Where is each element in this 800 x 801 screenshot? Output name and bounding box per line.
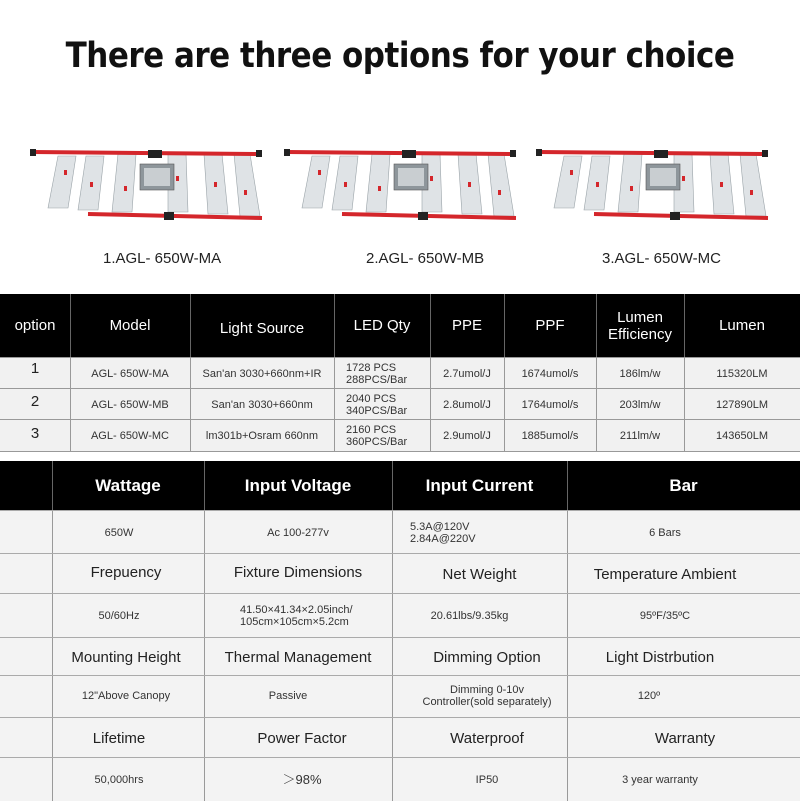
col-lumen: Lumen bbox=[719, 317, 765, 334]
table-row bbox=[0, 717, 800, 758]
cell-option: 1 bbox=[30, 359, 40, 377]
cell-efficiency: 211lm/w bbox=[619, 429, 661, 442]
dimming-range: Dimming 0-10v bbox=[450, 684, 524, 696]
table-row bbox=[0, 675, 800, 718]
cell-ppe: 2.9umol/J bbox=[443, 429, 491, 442]
label-frequency: Frepuency bbox=[90, 563, 162, 581]
led-qty-total: 1728 PCS bbox=[346, 361, 397, 374]
table-row bbox=[0, 553, 800, 594]
col-input-current: Input Current bbox=[425, 475, 534, 495]
cell-option: 2 bbox=[30, 392, 40, 410]
cell-lumen: 127890LM bbox=[716, 398, 768, 411]
cell-ppe: 2.7umol/J bbox=[443, 367, 491, 380]
col-bar: Bar bbox=[669, 475, 698, 495]
label-light-distribution: Light Distrbution bbox=[605, 648, 715, 666]
cell-model: AGL- 650W-MB bbox=[91, 398, 169, 411]
table-row bbox=[0, 388, 800, 420]
cell-lumen: 143650LM bbox=[716, 429, 768, 442]
table-row bbox=[0, 637, 800, 676]
led-qty-total: 2040 PCS bbox=[346, 392, 397, 405]
cell-input-current bbox=[392, 511, 567, 554]
product-image-1 bbox=[28, 146, 264, 224]
cell-led-qty bbox=[334, 389, 430, 420]
label-waterproof: Waterproof bbox=[450, 729, 524, 747]
label-net-weight: Net Weight bbox=[442, 565, 517, 583]
cell-efficiency: 186lm/w bbox=[619, 367, 661, 380]
label-warranty: Warranty bbox=[654, 729, 716, 747]
cell-led-qty bbox=[334, 358, 430, 389]
label-temperature-ambient: Temperature Ambient bbox=[593, 565, 737, 583]
current-120v: 5.3A@120V bbox=[410, 520, 470, 533]
col-ppe: PPE bbox=[451, 317, 482, 334]
cell-fixture-dimensions bbox=[204, 594, 392, 638]
label-fixture-dimensions: Fixture Dimensions bbox=[233, 563, 363, 581]
cell-thermal-management: Passive bbox=[268, 690, 308, 702]
cell-frequency: 50/60Hz bbox=[98, 610, 140, 622]
cell-ppf: 1674umol/s bbox=[521, 367, 579, 380]
current-220v: 2.84A@220V bbox=[410, 532, 476, 545]
cell-warranty: 3 year warranty bbox=[622, 773, 698, 786]
table-row bbox=[0, 357, 800, 389]
label-thermal-management: Thermal Management bbox=[224, 648, 372, 666]
col-input-voltage: Input Voltage bbox=[244, 475, 352, 495]
col-model: Model bbox=[109, 317, 151, 334]
label-lifetime: Lifetime bbox=[92, 729, 146, 747]
dimensions-inch: 41.50×41.34×2.05inch/ bbox=[240, 604, 353, 616]
cell-efficiency: 203lm/w bbox=[619, 398, 661, 411]
table-row bbox=[0, 757, 800, 801]
col-light-source: Light Source bbox=[219, 320, 305, 337]
col-lumen-efficiency: Lumen Efficiency bbox=[608, 308, 672, 343]
product-image-3 bbox=[534, 146, 770, 224]
cell-light-source: San'an 3030+660nm+IR bbox=[202, 367, 322, 380]
product-image-2 bbox=[282, 146, 518, 224]
dimensions-cm: 105cm×105cm×5.2cm bbox=[240, 616, 349, 628]
product-label-1: 1.AGL- 650W-MA bbox=[103, 250, 222, 267]
cell-bar: 6 Bars bbox=[649, 526, 681, 539]
table-header bbox=[0, 294, 800, 357]
cell-temperature: 95ºF/35ºC bbox=[639, 610, 691, 622]
col-option: option bbox=[14, 317, 56, 334]
label-mounting-height: Mounting Height bbox=[71, 648, 181, 666]
cell-ppf: 1885umol/s bbox=[521, 429, 579, 442]
cell-input-voltage: Ac 100-277v bbox=[267, 526, 329, 539]
product-label-2: 2.AGL- 650W-MB bbox=[366, 250, 485, 267]
label-power-factor: Power Factor bbox=[257, 729, 347, 747]
cell-light-distribution: 120º bbox=[637, 690, 661, 702]
col-wattage: Wattage bbox=[95, 475, 161, 495]
page-title: There are three options for your choice bbox=[65, 35, 735, 77]
cell-power-factor: ＞98% bbox=[282, 771, 322, 787]
cell-model: AGL- 650W-MA bbox=[91, 367, 169, 380]
table-row bbox=[0, 419, 800, 452]
led-qty-per-bar: 288PCS/Bar bbox=[346, 373, 408, 386]
spec-details-table bbox=[0, 461, 800, 800]
cell-mounting-height: 12"Above Canopy bbox=[81, 690, 171, 702]
cell-wattage: 650W bbox=[104, 526, 134, 539]
col-ppf: PPF bbox=[535, 317, 565, 334]
cell-waterproof: IP50 bbox=[475, 773, 499, 786]
led-qty-total: 2160 PCS bbox=[346, 423, 397, 436]
product-label-3: 3.AGL- 650W-MC bbox=[602, 250, 721, 267]
cell-lifetime: 50,000hrs bbox=[94, 773, 144, 786]
cell-model: AGL- 650W-MC bbox=[90, 429, 170, 442]
grow-light-fixture-image bbox=[282, 146, 518, 224]
table-row bbox=[0, 593, 800, 638]
led-qty-per-bar: 340PCS/Bar bbox=[346, 404, 408, 417]
col-led-qty: LED Qty bbox=[353, 317, 411, 334]
cell-net-weight: 20.61lbs/9.35kg bbox=[430, 610, 509, 622]
cell-light-source: lm301b+Osram 660nm bbox=[205, 429, 319, 442]
led-qty-per-bar: 360PCS/Bar bbox=[346, 435, 408, 448]
cell-ppe: 2.8umol/J bbox=[443, 398, 491, 411]
grow-light-fixture-image bbox=[534, 146, 770, 224]
dimming-controller: Controller(sold separately) bbox=[422, 696, 552, 708]
grow-light-fixture-image bbox=[28, 146, 264, 224]
label-dimming-option: Dimming Option bbox=[433, 648, 541, 666]
cell-light-source: San'an 3030+660nm bbox=[211, 398, 313, 411]
table-row bbox=[0, 510, 800, 554]
cell-ppf: 1764umol/s bbox=[521, 398, 579, 411]
cell-led-qty bbox=[334, 420, 430, 451]
cell-lumen: 115320LM bbox=[716, 367, 768, 380]
table-header bbox=[0, 461, 800, 510]
cell-option: 3 bbox=[30, 424, 40, 442]
cell-dimming-option bbox=[392, 676, 582, 716]
